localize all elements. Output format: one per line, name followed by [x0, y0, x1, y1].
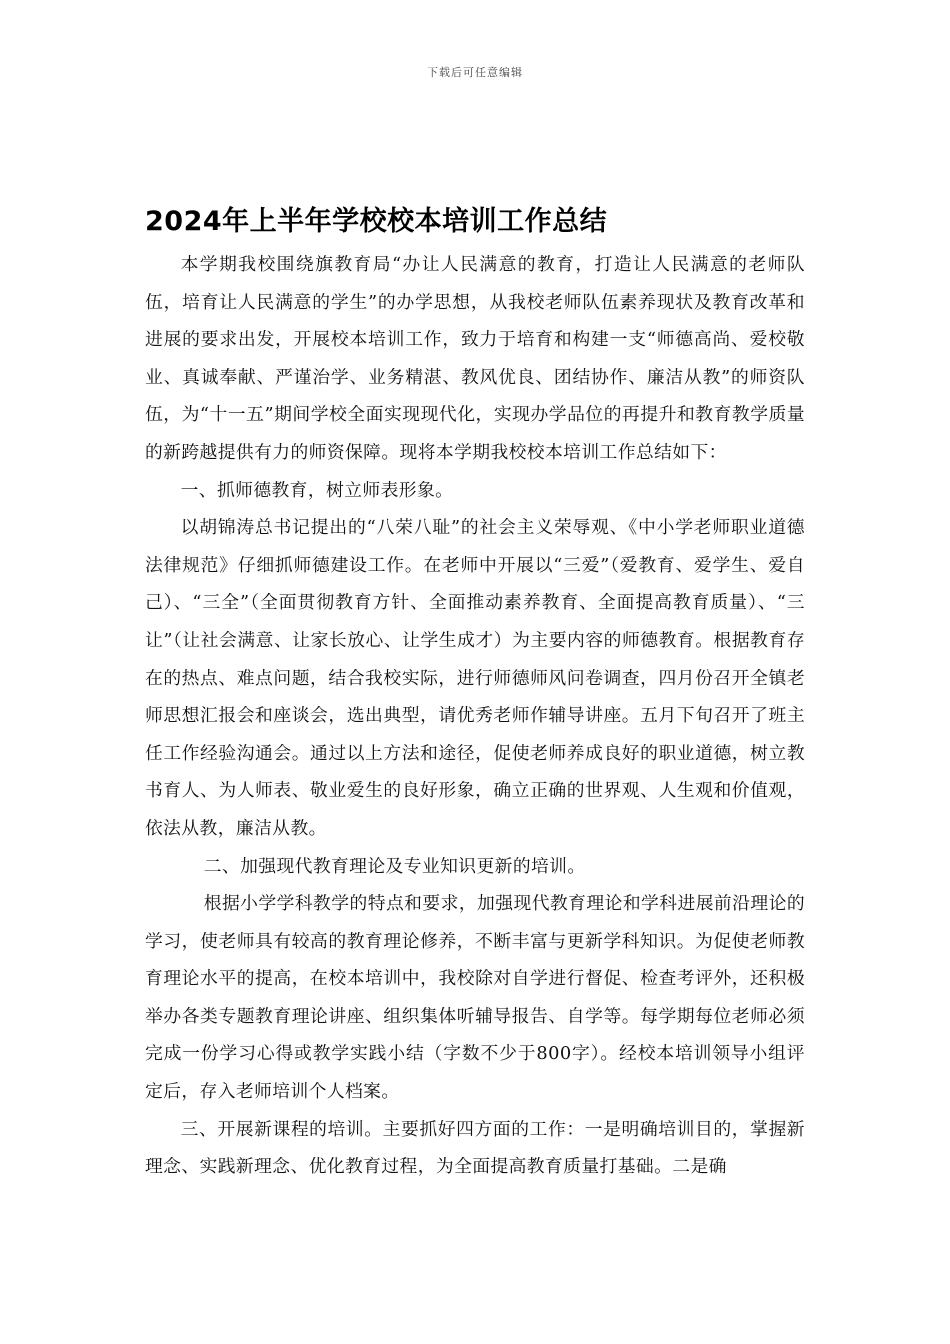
document-body	[145, 204, 805, 1186]
section-1-paragraph: 以胡锦涛总书记提出的“八荣八耻”的社会主义荣辱观、《中小学老师职业道德法律规范》仔细抓师德建设工作。在老师中开展以“三爱”（爱教育、爱学生、爱自己）、“三全”（全面贯彻教育方针、全面推动素养教育、全面提高教育质量）、“三让”（让社会满意、让家长放心、让学生成才）为主要内容的师德教育。根据教育存在的热点、难点问题，结合我校实际，进行师德师风问卷调查，四月份召开全镇老师思想汇报会和座谈会，选出典型，请优秀老师作辅导讲座。五月下旬召开了班主任工作经验沟通会。通过以上方法和途径，促使老师养成良好的职业道德，树立教书育人、为人师表、敬业爱生的良好形象，确立正确的世界观、人生观和价值观，依法从教，廉洁从教。	[145, 517, 805, 839]
section-heading-1: 一、抓师德教育，树立师表形象。	[180, 479, 454, 501]
page-header-note: 下载后可任意编辑	[427, 66, 523, 79]
section-2-paragraph: 根据小学学科教学的特点和要求，加强现代教育理论和学科进展前沿理论的学习，使老师具有较高的教育理论修养，不断丰富与更新学科知识。为促使老师教育理论水平的提高，在校本培训中，我校除对自学进行督促、检查考评外，还积极举办各类专题教育理论讲座、组织集体听辅导报告、自学等。每学期每位老师必须完成一份学习心得或教学实践小结（字数不少于800字）。经校本培训领导小组评定后，存入老师培训个人档案。	[145, 893, 805, 1103]
intro-paragraph: 本学期我校围绕旗教育局“办让人民满意的教育，打造让人民满意的老师队伍，培育让人民满意的学生”的办学思想，从我校老师队伍素养现状及教育改革和进展的要求出发，开展校本培训工作，致力于培育和构建一支“师德高尚、爱校敬业、真诚奉献、严谨治学、业务精湛、教风优良、团结协作、廉洁从教”的师资队伍，为“十一五”期间学校全面实现现代化，实现办学品位的再提升和教育教学质量的新跨越提供有力的师资保障。现将本学期我校校本培训工作总结如下：	[145, 254, 805, 463]
section-3-paragraph: 三、开展新课程的培训。主要抓好四方面的工作：一是明确培训目的，掌握新理念、实践新理念、优化教育过程，为全面提高教育质量打基础。二是确	[145, 1118, 805, 1178]
section-heading-2: 二、加强现代教育理论及专业知识更新的培训。	[203, 855, 586, 877]
document-title: 2024年上半年学校校本培训工作总结	[145, 206, 608, 237]
